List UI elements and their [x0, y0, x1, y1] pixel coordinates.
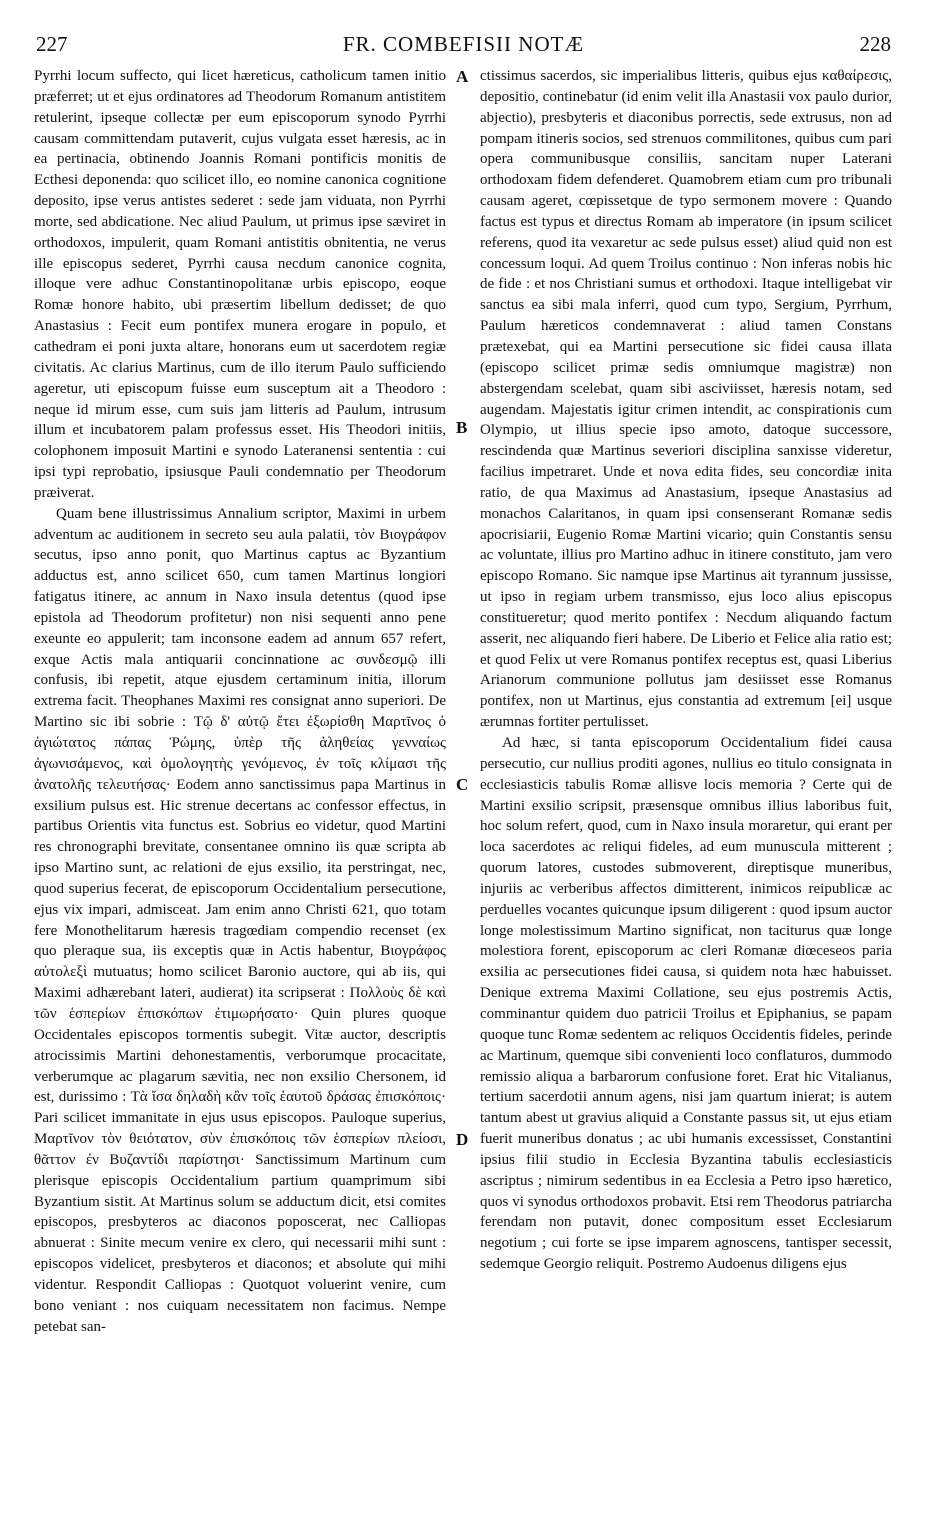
page-number-left: 227: [36, 32, 68, 56]
paragraph: Quam bene illustrissimus Annalium scriptor, Maximi in urbem adventum ac auditionem in secreto seu aula palatii, τὸν Βιογράφον secutus, ipso anno ponit, quo Martinus captus ac Byzantium adductus est, anno scilicet 650, cum tamen Martinus longiori fatigatus itinere, ac annum in Naxo insula detentus (quod ipse epistola ad Theodorum profitetur) non nisi sequenti anno pene exeunte eo appulerit; tam inconsone eadem ad annum 657 refert, exque Actis mala antiquarii concinnatione ac συνδεσμῷ illi confusis, ibi repetit, atque ejusdem certaminum initia, illorum extrema facit. Theophanes Maximi res consignat anno superiori. De Martino sic ibi sobrie : Τῷ δ' αὐτῷ ἔτει ἐξωρίσθη Μαρτῖνος ὁ ἁγιώτατος πάπας Ῥώμης, ὑπὲρ τῆς ἀληθείας γενναίως ἀγωνισάμενος, καὶ ὁμολογητὴς γενόμενος, ἐν τοῖς κλίμασι τῆς ἀνατολῆς τελευτήσας· Eodem anno sanctissimus papa Martinus in exsilium pulsus est. Hic strenue decertans ac confessor effectus, in partibus Orientis vita functus est. Sobrius eo videtur, quod Martini res chronographi brevitate, consentanee omnino iis quæ scripta ab ipso Martino sunt, ac relationi de ejus exsilio, ita perstringat, nec, quod superius fecerat, de episcoporum Occidentalium persecutione, ejus vix impari, admisceat. Jam enim anno Christi 621, quo totam fere Monothelitarum hæresis tragœdiam compendio recenset (ex quo pleraque sua, iis exceptis quæ in Actis habentur, Βιογράφος αὐτολεξὶ mutuatus; homo scilicet Baronio auctore, qui ab iis, qui Maximi adhærebant lateri, audierat) ita scripserat : Πολλοὺς δὲ καὶ τῶν ἑσπερίων ἐπισκόπων ἐτιμωρήσατο· Quin plures quoque Occidentales episcopos tormentis subegit. Vitæ auctor, descriptis atrocissimis Martini dehonestamentis, verborumque procacitate, verberumque ac plagarum sævitia, nec non exsilio Chersonem, id est, durissimo : Τὰ ἴσα δηλαδὴ κἂν τοῖς ἑαυτοῦ δράσας ἐπισκόποις· Pari scilicet immanitate in ejus usus episcopos. Pauloque superius, Μαρτῖνον τὸν θειότατον, σὺν ἐπισκόποις τῶν ἑσπερίων πλείοσι, θᾶττον ἐν Βυζαντίδι παρίστησι· Sanctissimum Martinum cum plerisque episcopis Occidentalium partium quamprimum sibi Byzantium sistit. At Martinus solum se adductum dicit, etsi comites episcopos, presbyteros ac diaconos poposcerat, nec Calliopas abnuerat : Sinite mecum venire ex clero, qui necessarii mihi sunt : episcopos videlicet, presbyteros et diaconos; et absolute qui mihi videntur. Respondit Calliopas : Quotquot voluerint venire, cum bono veniant : nos cuiquam necessitatem non facimus. Nempe petebat san-: [34, 505, 446, 1335]
margin-letter-b: B: [456, 418, 468, 437]
right-column: [480, 66, 892, 1275]
paragraph: Ad hæc, si tanta episcoporum Occidentalium fidei causa persecutio, cur nullius proditi agones, nullius eo titulo consignata in ecclesiasticis tabulis Romæ allisve locis memoria ? Certe qui de Martini exsilio scripsit, præsensque omnibus illius laboribus fuit, hoc solum refert, quod, cum in Naxo insula moraretur, qui erant per loca sacerdotes ac reliqui fideles, ad eum munuscula mitterent ; quorum latores, custodes submoverent, direptisque muneribus, injuriis ac verberibus affectos dimitterent, inimicos reipublicæ ac perduelles vocantes quicunque ipsum diligerent : quod ipsum auctor longe molestissimum Martino significat, non taciturus quæ longe molestiora forent, episcoporum ac cleri Romanæ diœceseos paria exsilia ac persecutiones fidei causa, si quidem nota hæc habuisset. Denique extrema Maximi Collatione, seu ejus postremis Actis, comminantur quidem duo patricii Troilus et Epiphanius, se papam quoque tunc Romæ sedentem ac reliquos Occidentis fideles, perinde ac Martinum, quemque sibi convenienti loco conflaturos, dummodo remissio aliqua a barbarorum confusione foret. Erat hic Vitalianus, tertium sacerdotii annum agens, nisi jam quartum inierat; is autem tantum abest ut gravius aliquid a Constante passus sit, ut ejus etiam fuerit muneribus donatus ; ac ubi humanis excessisset, Constantini ipsius filii studio in Ecclesia Byzantina tabulis ecclesiasticis ascriptus ; nimirum sedentibus in ea Ecclesia a Petro ipso hæretico, quos vi synodus orthodoxos probavit. Etsi rem Theodorus patriarcha ferendam non putavit, donec compositum esset Ecclesiarum negotium ; cui forte se ipse imparem agnoscens, tantisper secessit, sedemque Georgio reliquit. Postremo Audoenus diligens ejus: [480, 735, 892, 1273]
margin-letter-a: A: [456, 67, 469, 86]
page-header: [36, 32, 891, 58]
running-head-title: FR. COMBEFISII NOTÆ: [342, 32, 585, 56]
paragraph: ctissimus sacerdos, sic imperialibus litteris, quibus ejus καθαίρεσις, depositio, continebatur (id enim velit illa Anastasii vox paulo durior, abjectio), presbyteris et diaconibus porrectis, sede extrusus, non ad pompam itineris socios, sed strenuos commilitones, quibus cum pari opera communibusque consiliis, sancitam nuper Laterani orthodoxam fidem defenderet. Quamobrem etiam cum pro tribunali causam ageret, cœpissetque de typo sermonem movere : Quando factus est typus et directus Romam ab imperatore (in ipsum scilicet referens, quod ita vexaretur ac sede pulsus esset) aliud quid non est concessum loqui. Ad quem Troilus continuo : Non inferas nobis hic de fide : et nos Christiani sumus et orthodoxi. Itaque intelligebat vir sanctus ea sibi mala inferri, quod cum typo, Sergium, Pyrrhum, Paulum hæreticos condemnaverat : aliud tamen Constans prætexebat, qui ea Martini persecutione sic fidei causa illata (episcopo scilicet primæ sedis omniumque magistræ) non abstergendam scelebat, quam sibi asciviisset, hæresis notam, sed augendam. Majestatis igitur crimen intendit, ac conspirationis cum Olympio, ut illius specie ipso amoto, datoque successore, rescindenda quæ Martinus severiori disciplina sanxisse videretur, facilius impetraret. Unde et nova edita fides, seu concordiæ inita ratio, de qua Maximus ad Anastasium, ipseque Anastasius ad monachos Calaritanos, in quam ipsi consenserant Romanæ sedis apocrisiarii, Eugenio Romæ Martini vicario; quin Constantis sensu ac voluntate, illius pro Martino adhuc in itinere constituto, jam vero episcopo Romano. Sic namque ipse Martinus ait tyrannum jussisse, ut ipso in regiam urbem transmisso, ejus loco alius episcopus constitueretur; quod merito pontifex : Necdum aliquando factum asserit, nec aliquando fieri habere. De Liberio et Felice alia ratio est; et quod Felix ut vere Romanus pontifex receptus est, quasi Liberius Arianorum communione pollutus jam desiisset esse Romanus pontifex, non ut Martinus, ejus constantia ad extremum [ei] usque ærumnas fortiter pertulisset.: [480, 68, 892, 731]
page-number-right: 228: [859, 32, 891, 56]
margin-letter-c: C: [456, 775, 469, 794]
left-column: [34, 66, 446, 1337]
margin-letter-d: D: [456, 1130, 469, 1149]
paragraph: Pyrrhi locum suffecto, qui licet hæreticus, catholicum tamen initio præferret; ut et ejus ordinatores ad Theodorum Romanum antistitem retulerint, ipseque collectæ per eum episcoporum synodo Pyrrhi causam committendam putaverit, cujus vulgata esset hæresis, ac in ea pertinacia, obtinendo Joannis Romani pontificis monitis de Ecthesi deponenda: quo scilicet illo, eo nomine canonica cognitione deposito, ipse verus antistes sederet : sede jam viduata, non Pyrrhi morte, sed abdicatione. Nec aliud Paulum, ut primus ipse sæviret in orthodoxos, impulerit, quam Romani antistitis obnitentia, ne verus ille episcopus sederet, Pyrrhi causa necdum canonice cognita, illoque vere adhuc Constantinopolitanæ urbis episcopo, eoque Romæ honore habito, ubi præsertim libellum dedisset; de quo Anastasius : Fecit eum pontifex munera erogare in populo, et cathedram ei poni juxta altare, honorans eum ut sacerdotem regiæ civitatis. Ac clarius Martinus, cum de illo iterum Paulo sufficiendo ageretur, uti episcopum fuisse eum susceptum ait a Theodoro : neque id mirum esse, cum suis jam litteris ad Paulum, intrusum illum et incubatorem palam professus esset. His Theodori initiis, colophonem imposuit Martini e synodo Lateranensi sententia : cui ipsi typi reprobatio, ipsiusque Pauli condemnatio per Theodorum præiverat.: [34, 68, 446, 501]
